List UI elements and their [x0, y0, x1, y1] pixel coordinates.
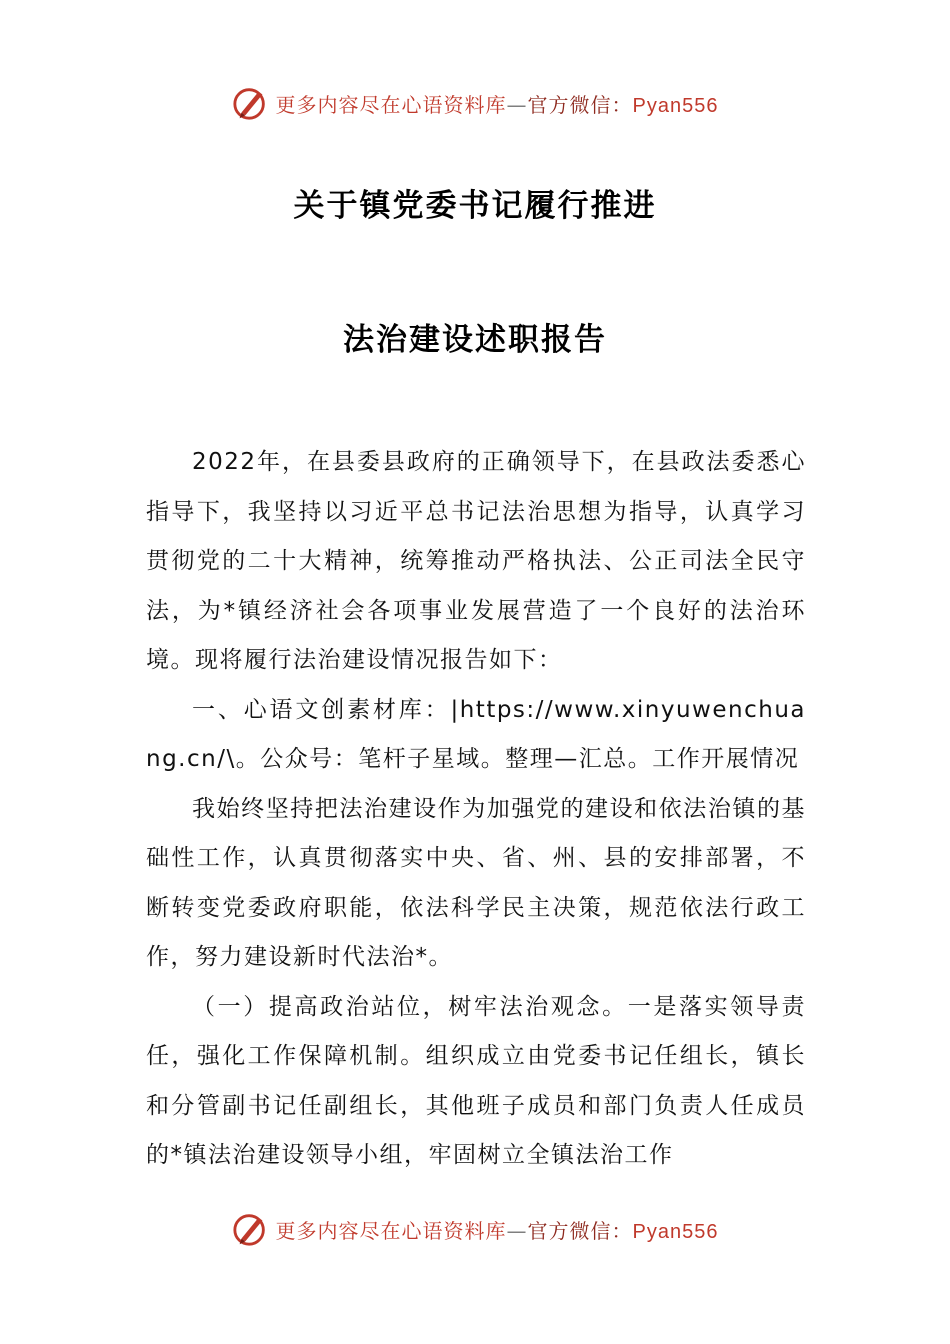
banner-text — [276, 89, 719, 118]
banner-wechat-id: Pyan556 — [632, 1220, 719, 1243]
document-body — [146, 438, 806, 1181]
pen-circle-logo-icon — [232, 1210, 270, 1248]
pen-circle-logo-icon — [232, 84, 270, 122]
paragraph-intro: 2022年，在县委县政府的正确领导下，在县政法委悉心指导下，我坚持以习近平总书记法治思想为指导，认真学习贯彻党的二十大精神，统筹推动严格执法、公正司法全民守法，为*镇经济社会各项事业发展营造了一个良好的法治环境。现将履行法治建设情况报告如下： — [146, 449, 806, 673]
paragraph-overview: 我始终坚持把法治建设作为加强党的建设和依法治镇的基础性工作，认真贯彻落实中央、省、州、县的安排部署，不断转变党委政府职能，依法科学民主决策，规范依法行政工作，努力建设新时代法治*。 — [146, 795, 806, 970]
header-banner — [0, 84, 950, 122]
document-title-line-2: 法治建设述职报告 — [343, 322, 607, 358]
banner-wechat-label: 官方微信 — [527, 92, 612, 117]
banner-brand: 更多内容尽在心语资料库 — [275, 1218, 507, 1243]
banner-text — [276, 1215, 719, 1244]
banner-dash: — — [506, 1218, 528, 1243]
paragraph-section-heading: 一、心语文创素材库：|https://www.xinyuwenchuang.cn/\。公众号：笔杆子星域。整理—汇总。工作开展情况 — [146, 696, 806, 772]
banner-wechat-label: 官方微信 — [527, 1218, 612, 1243]
banner-wechat-id: Pyan556 — [632, 94, 719, 117]
banner-brand: 更多内容尽在心语资料库 — [275, 92, 507, 117]
document-title-line-1: 关于镇党委书记履行推进 — [293, 188, 657, 224]
banner-dash: — — [506, 92, 528, 117]
banner-separator: ： — [611, 92, 633, 117]
footer-banner — [0, 1210, 950, 1248]
banner-separator: ： — [611, 1218, 633, 1243]
paragraph-subsection-1: （一）提高政治站位，树牢法治观念。一是落实领导责任，强化工作保障机制。组织成立由党委书记任组长，镇长和分管副书记任副组长，其他班子成员和部门负责人任成员的*镇法治建设领导小组，牢固树立全镇法治工作 — [146, 993, 806, 1168]
